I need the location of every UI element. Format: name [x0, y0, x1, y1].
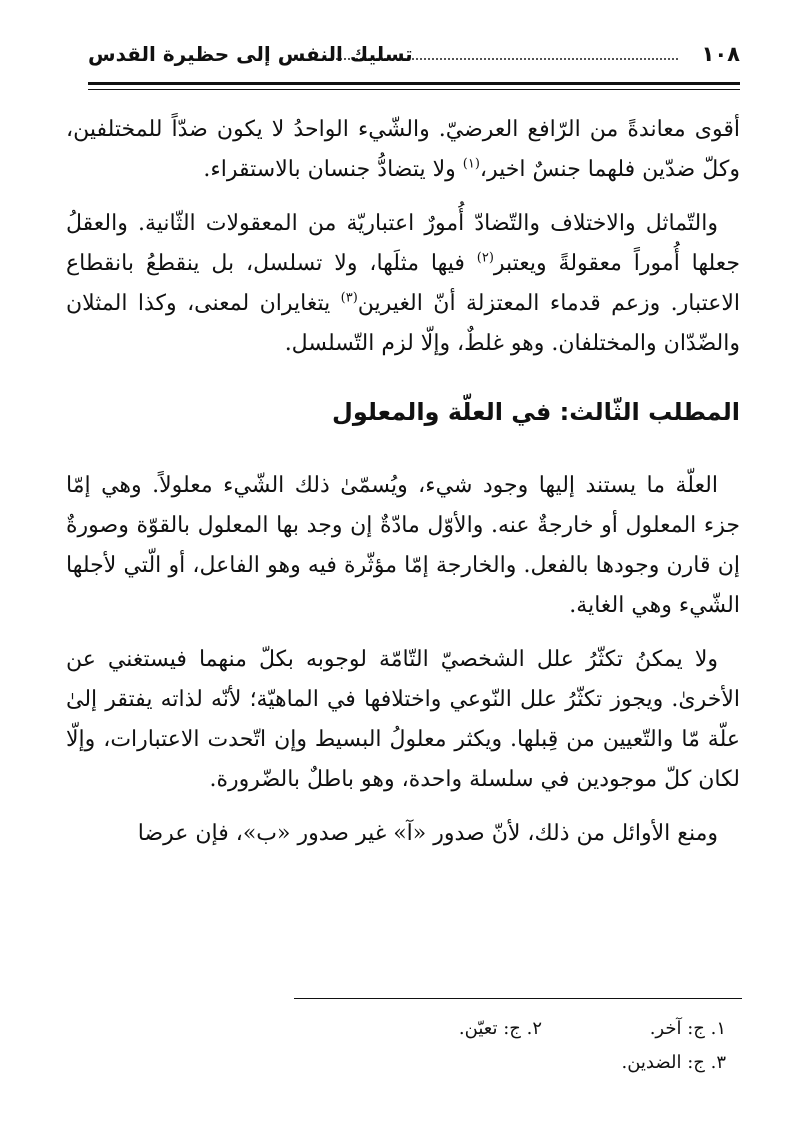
- header-rule-thick: [88, 82, 740, 85]
- footnote-ref: (١): [462, 156, 480, 172]
- paragraph: ومنع الأوائل من ذلك، لأنّ صدور «آ» غير صدور «ب»، فإن عرضا: [137, 821, 718, 846]
- footnote: ٣. ج: الضدين.: [621, 1052, 726, 1073]
- running-title: تسليك النفس إلى حظيرة القدس: [88, 42, 413, 66]
- paragraph: العلّة ما يستند إليها وجود شيء، ويُسمّىٰ ذلك الشّيء معلولاً. وهي إمّا جزء المعلول أو خارجةٌ عنه. والأوّل مادّةٌ إن وجد بها المعلول بالقوّة وصورةٌ إن قارن وجودها بالفعل. والخارجة إمّا مؤثّرة فيه وهو الفاعل، أو الّتي لأجلها الشّيء وهي الغاية.: [66, 473, 740, 618]
- footnote: ٢. ج: تعيّن.: [458, 1018, 542, 1039]
- footnote-row: [68, 1046, 742, 1080]
- page-number: ١٠٨: [701, 42, 740, 66]
- paragraph: ولا يمكنُ تكثّرُ علل الشخصيّ التّامّة لوجوبه بكلّ منهما فيستغني عن الأخرىٰ. ويجوز تكثّرُ علل النّوعي واختلافها في الماهيّة؛ لأنّه لذاته يفتقر إلىٰ علّة مّا والتّعيين من قِبلها. ويكثر معلولُ البسيط وإن اتّحدت الاعتبارات، وإلّا لكان كلّ موجودين في سلسلة واحدة، وهو باطلٌ بالضّرورة.: [66, 647, 740, 792]
- running-header: [88, 40, 740, 76]
- footnote-ref: (٢): [476, 250, 494, 266]
- footnote: ١. ج: آخر.: [649, 1018, 726, 1039]
- paragraph: والتّماثل والاختلاف والتّضادّ أُمورٌ اعتباريّة من المعقولات الثّانية. والعقلُ جعلها أُموراً معقولةً ويعتبر$^{(٢)}$ فيها مثلَها، ولا تسلسل، بل ينقطعُ بانقطاع الاعتبار. وزعم قدماء المعتزلة أنّ الغيرين$^{(٣)}$ يتغايران لمعنى، وكذا المثلان والضّدّان والمختلفان. وهو غلطٌ، وإلّا لزم التّسلسل.: [66, 211, 741, 356]
- footnotes: [68, 1012, 742, 1080]
- footnote-ref: (٣): [340, 290, 358, 306]
- footnote-row: [68, 1012, 742, 1046]
- section-heading: المطلب الثّالث: في العلّة والمعلول: [332, 398, 740, 426]
- footnote-separator: [294, 998, 742, 999]
- body-text: [66, 110, 740, 868]
- paragraph: أقوى معاندةً من الرّافع العرضيّ. والشّيء الواحدُ لا يكون ضدّاً للمختلفين، وكلّ ضدّين فلهما جنسٌ اخير،$^{(١)}$ ولا يتضادُّ جنسان بالاستقراء.: [66, 117, 740, 182]
- header-rule-thin: [88, 89, 740, 90]
